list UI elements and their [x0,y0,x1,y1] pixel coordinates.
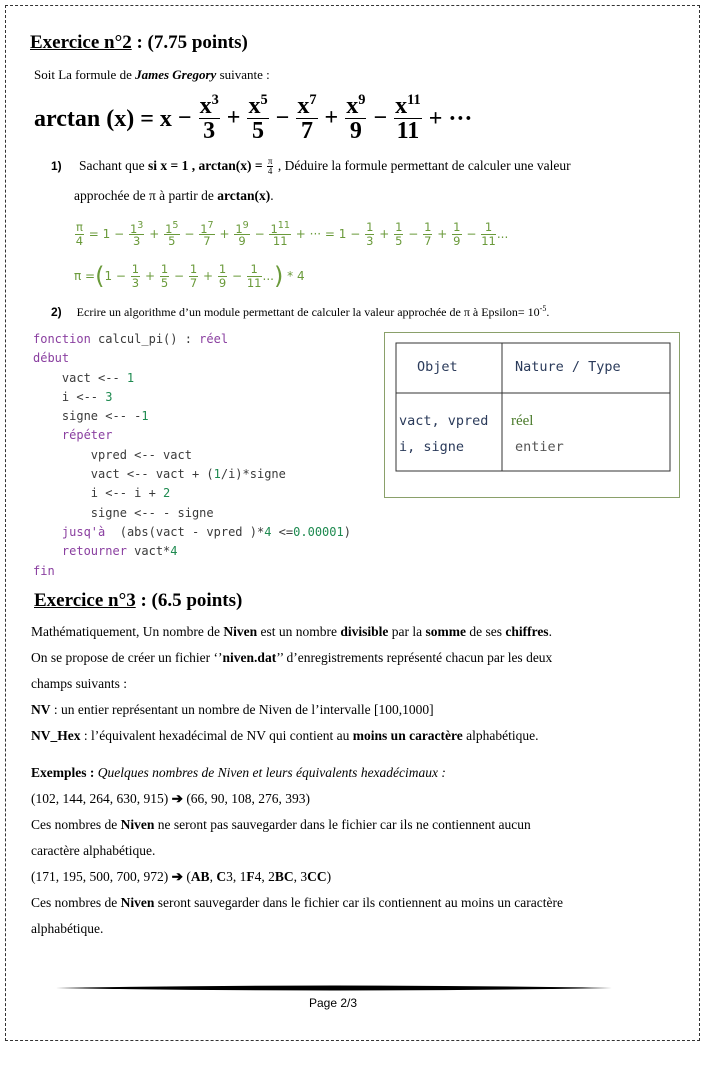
pi-over-4: $\frac{\pi}{4}$ [267,156,273,177]
code-line: fonction calcul_pi() : réel [33,332,229,346]
formula-fraction: $\frac{x^3}{3}$ [199,92,219,145]
arrow-icon: ➔ [171,869,183,884]
answer-line-2: π = ( 1 − $\frac{1}{3}$ + $\frac{1}{5}$ − $\frac{1}{7}$ + $\frac{1}{9}$ − $\frac{1}{11}$ ... ) * 4 [74,262,305,290]
code-line: répéter [61,428,113,443]
ex3-title: Exercice n°3 : (6.5 points) [34,590,243,611]
example-1: (102, 144, 264, 630, 915) ➔ (66, 90, 108, 276, 393) [31,791,311,806]
table-cell: i, signe [399,439,465,455]
formula-sign: − [373,104,388,131]
code-line: retourner vact*4 [61,544,178,559]
hex-value: C3 [216,869,233,884]
examples-heading: Exemples : Quelques nombres de Niven et leurs équivalents hexadécimaux : [31,765,446,780]
q1-text: 1) Sachant que si x = 1 , arctan(x) = $\frac{\pi}{4}$ , Déduire la formule permettant de calculer une valeur [51,156,571,177]
code-line: jusq'à (abs(vact - vpred )*4 <=0.00001) [61,524,351,539]
ex3-p2: On se propose de créer un fichier ‘’niven.dat’’ d’enregistrements représenté chacun par les deux [31,650,553,665]
example-1-note-line2: caractère alphabétique. [31,843,156,858]
table-header-nature: Nature / Type [515,359,621,375]
code-line: fin [33,563,55,578]
hex-value: 3CC [300,869,327,884]
hex-value: 2BC [268,869,294,884]
formula-sign: − [275,104,290,131]
ex3-p1: Mathématiquement, Un nombre de Niven est un nombre divisible par la somme de ses chiffres. [31,624,552,639]
formula-sign: + [324,104,339,131]
example-2: (171, 195, 500, 700, 972) ➔ (AB, C3, 1F4, 2BC, 3CC) [31,869,332,884]
code-line: i <-- 3 [33,389,113,404]
table-cell: entier [515,439,564,455]
q2-text: 2) Ecrire un algorithme d’un module permettant de calculer la valeur approchée de π à Epsilon= $10^{-5}$. [51,304,550,319]
example-2-note: Ces nombres de Niven seront sauvegarder dans le fichier car ils contiennent au moins un caractère [31,895,563,910]
formula-sign: + [226,104,241,131]
nv-field: NV : un entier représentant un nombre de Niven de l’intervalle [100,1000] [31,702,434,717]
code-line: i <-- i + 2 [33,486,171,501]
algorithm-code [33,330,351,581]
gregory-formula: arctan (x) = x − $\frac{x^3}{3}$ + $\frac{x^5}{5}$ − $\frac{x^7}{7}$ + $\frac{x^9}{9}$ − $\frac{x^{11}}{11}$ + ··· [34,92,473,145]
code-line: signe <-- -1 [33,409,149,424]
formula-fraction: $\frac{x^9}{9}$ [346,92,366,145]
formula-fraction: $\frac{x^7}{7}$ [297,92,317,145]
code-line: vact <-- vact + (1/i)*signe [33,467,286,482]
example-2-note-line2: alphabétique. [31,921,104,936]
table-cell: vact, vpred [399,413,489,429]
ex2-intro: Soit La formule de James Gregory suivante : [34,67,270,82]
formula-sign: − [177,104,192,131]
ex3-p2-line2: champs suivants : [31,676,127,691]
ex2-title: Exercice n°2 : (7.75 points) [30,32,248,53]
formula-fraction: $\frac{x^{11}}{11}$ [395,92,421,145]
formula-fraction: $\frac{x^5}{5}$ [248,92,268,145]
example-1-note: Ces nombres de Niven ne seront pas sauvegarder dans le fichier car ils ne contiennent aucun [31,817,531,832]
variables-table [384,332,680,498]
hex-value: AB [190,869,210,884]
arrow-icon: ➔ [171,791,183,806]
code-line: signe <-- - signe [33,505,214,520]
code-line: début [33,351,70,366]
q1-text-line2: approchée de π à partir de arctan(x). [74,188,274,203]
page-number: Page 2/3 [309,996,358,1010]
footer-divider [56,984,612,992]
code-line: vact <-- 1 [33,370,135,385]
answer-line-1: $\frac{\pi}{4}$ = 1 − $\frac{1^3}{3}$ + $\frac{1^5}{5}$ − $\frac{1^7}{7}$ + $\frac{1^9}{9}$ − $\frac{1^{11}}{11}$ + ··· = 1 − $\frac{1}{3}$ + $\frac{1}{5}$ − $\frac{1}{7}$ + $\frac{1}{9}$ − $\frac{1}{11}$ ... [75,219,509,249]
table-cell: réel [511,413,534,429]
code-line: vpred <-- vact [33,447,192,462]
nvhex-field: NV_Hex : l’équivalent hexadécimal de NV qui contient au moins un caractère alphabétique. [31,728,539,743]
table-header-objet: Objet [417,359,458,375]
hex-value: 1F4 [239,869,262,884]
